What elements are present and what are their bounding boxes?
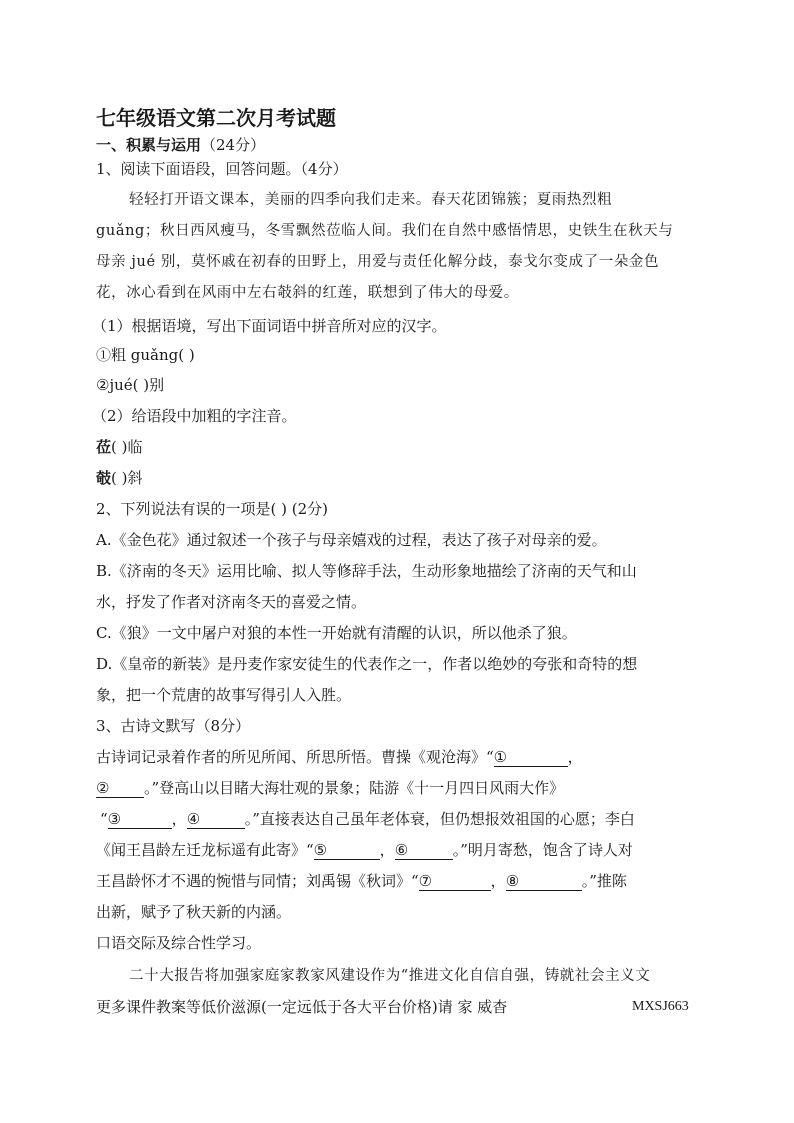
q1-sub1-a: ①粗 guǎng( ) [96,346,195,364]
blank-5[interactable]: ⑤ [314,841,380,860]
section-score: （24分） [201,136,266,154]
blank-6[interactable]: ⑥ [395,841,453,860]
blank-4[interactable]: ④ [187,810,245,829]
q2-option-d-line1: D.《皇帝的新装》是丹麦作家安徒生的代表作之一，作者以绝妙的夸张和奇特的想 [96,655,638,673]
q3-line-2: ② 。”登高山以目睹大海壮观的景象；陆游《十一月四日风雨大作》 [96,779,565,797]
q3-heading: 3、古诗文默写（8分） [96,717,251,735]
q2-option-b-line2: 水，抒发了作者对济南冬天的喜爱之情。 [96,593,367,611]
passage-line-4: 花，冰心看到在风雨中左右攲斜的红莲，联想到了伟大的母爱。 [96,285,519,301]
section-heading [96,135,265,155]
q2-option-a: A.《金色花》通过叙述一个孩子与母亲嬉戏的过程，表达了孩子对母亲的爱。 [96,531,607,549]
footer-text: 更多课件教案等低价滋源(一定远低于各大平台价格)请 家 威杳 [96,998,508,1016]
blank-2[interactable]: ② [96,779,144,798]
q1-sub1-b: ②jué( )别 [96,376,165,394]
q1-sub1: （1）根据语境，写出下面词语中拼音所对应的汉字。 [92,317,447,335]
passage-line-2: guǎng；秋日西风瘦马，冬雪飘然莅临人间。我们在自然中感悟情思，史铁生在秋天与 [96,223,674,239]
q1-sub2-b: 攲( )斜 [96,469,143,487]
bold-char-li: 莅 [96,438,112,456]
section-label: 一、积累与运用 [96,136,202,154]
q1-sub2-a: 莅( )临 [96,438,143,456]
q2-option-b-line1: B.《济南的冬天》运用比喻、拟人等修辞手法，生动形象地描绘了济南的天气和山 [96,562,637,580]
last-paragraph: 二十大报告将加强家庭家教家风建设作为“推进文化自信自强，铸就社会主义文 [129,968,651,984]
q3-line-1: 古诗词记录着作者的所见所闻、所思所悟。曹操《观沧海》“① ， [96,748,583,766]
q1-sub2: （2）给语段中加粗的字注音。 [92,407,297,425]
footer-line [96,997,700,1017]
q3-line-6: 出新，赋予了秋天新的内涵。 [96,903,292,921]
passage-line-1: 轻轻打开语文课本，美丽的四季向我们走来。春天花团锦簇；夏雨热烈粗 [129,192,613,208]
q3-line-4: 《闻王昌龄左迁龙标遥有此寄》“⑤ ，⑥ 。”明月寄愁，饱含了诗人对 [96,841,633,859]
blank-7[interactable]: ⑦ [419,872,491,891]
q2-option-c: C.《狼》一文中屠户对狼的本性一开始就有清醒的认识，所以他杀了狼。 [96,624,577,642]
blank-3[interactable]: ③ [108,810,172,829]
footer-code: MXSJ663 [632,999,689,1014]
bold-char-qi: 攲 [96,469,112,487]
blank-1[interactable]: ① [494,748,568,767]
passage-line-3: 母亲 jué 别，莫怀戚在初春的田野上，用爱与责任化解分歧，泰戈尔变成了一朵金色 [96,254,660,270]
oral-heading: 口语交际及综合性学习。 [96,934,262,952]
q2-heading: 2、下列说法有误的一项是( ) (2分) [96,500,329,518]
q1-heading: 1、阅读下面语段，回答问题。（4分） [96,160,348,178]
exam-title: 七年级语文第二次月考试题 [96,106,336,130]
q2-option-d-line2: 象，把一个荒唐的故事写得引人入胜。 [96,686,352,704]
blank-8[interactable]: ⑧ [506,872,582,891]
q3-line-3: “③ ，④ 。”直接表达自己虽年老体衰，但仍想报效祖国的心愿；李白 [100,810,635,828]
q3-line-5: 王昌龄怀才不遇的惋惜与同情；刘禹锡《秋词》“⑦ ，⑧ 。”推陈 [96,872,627,890]
